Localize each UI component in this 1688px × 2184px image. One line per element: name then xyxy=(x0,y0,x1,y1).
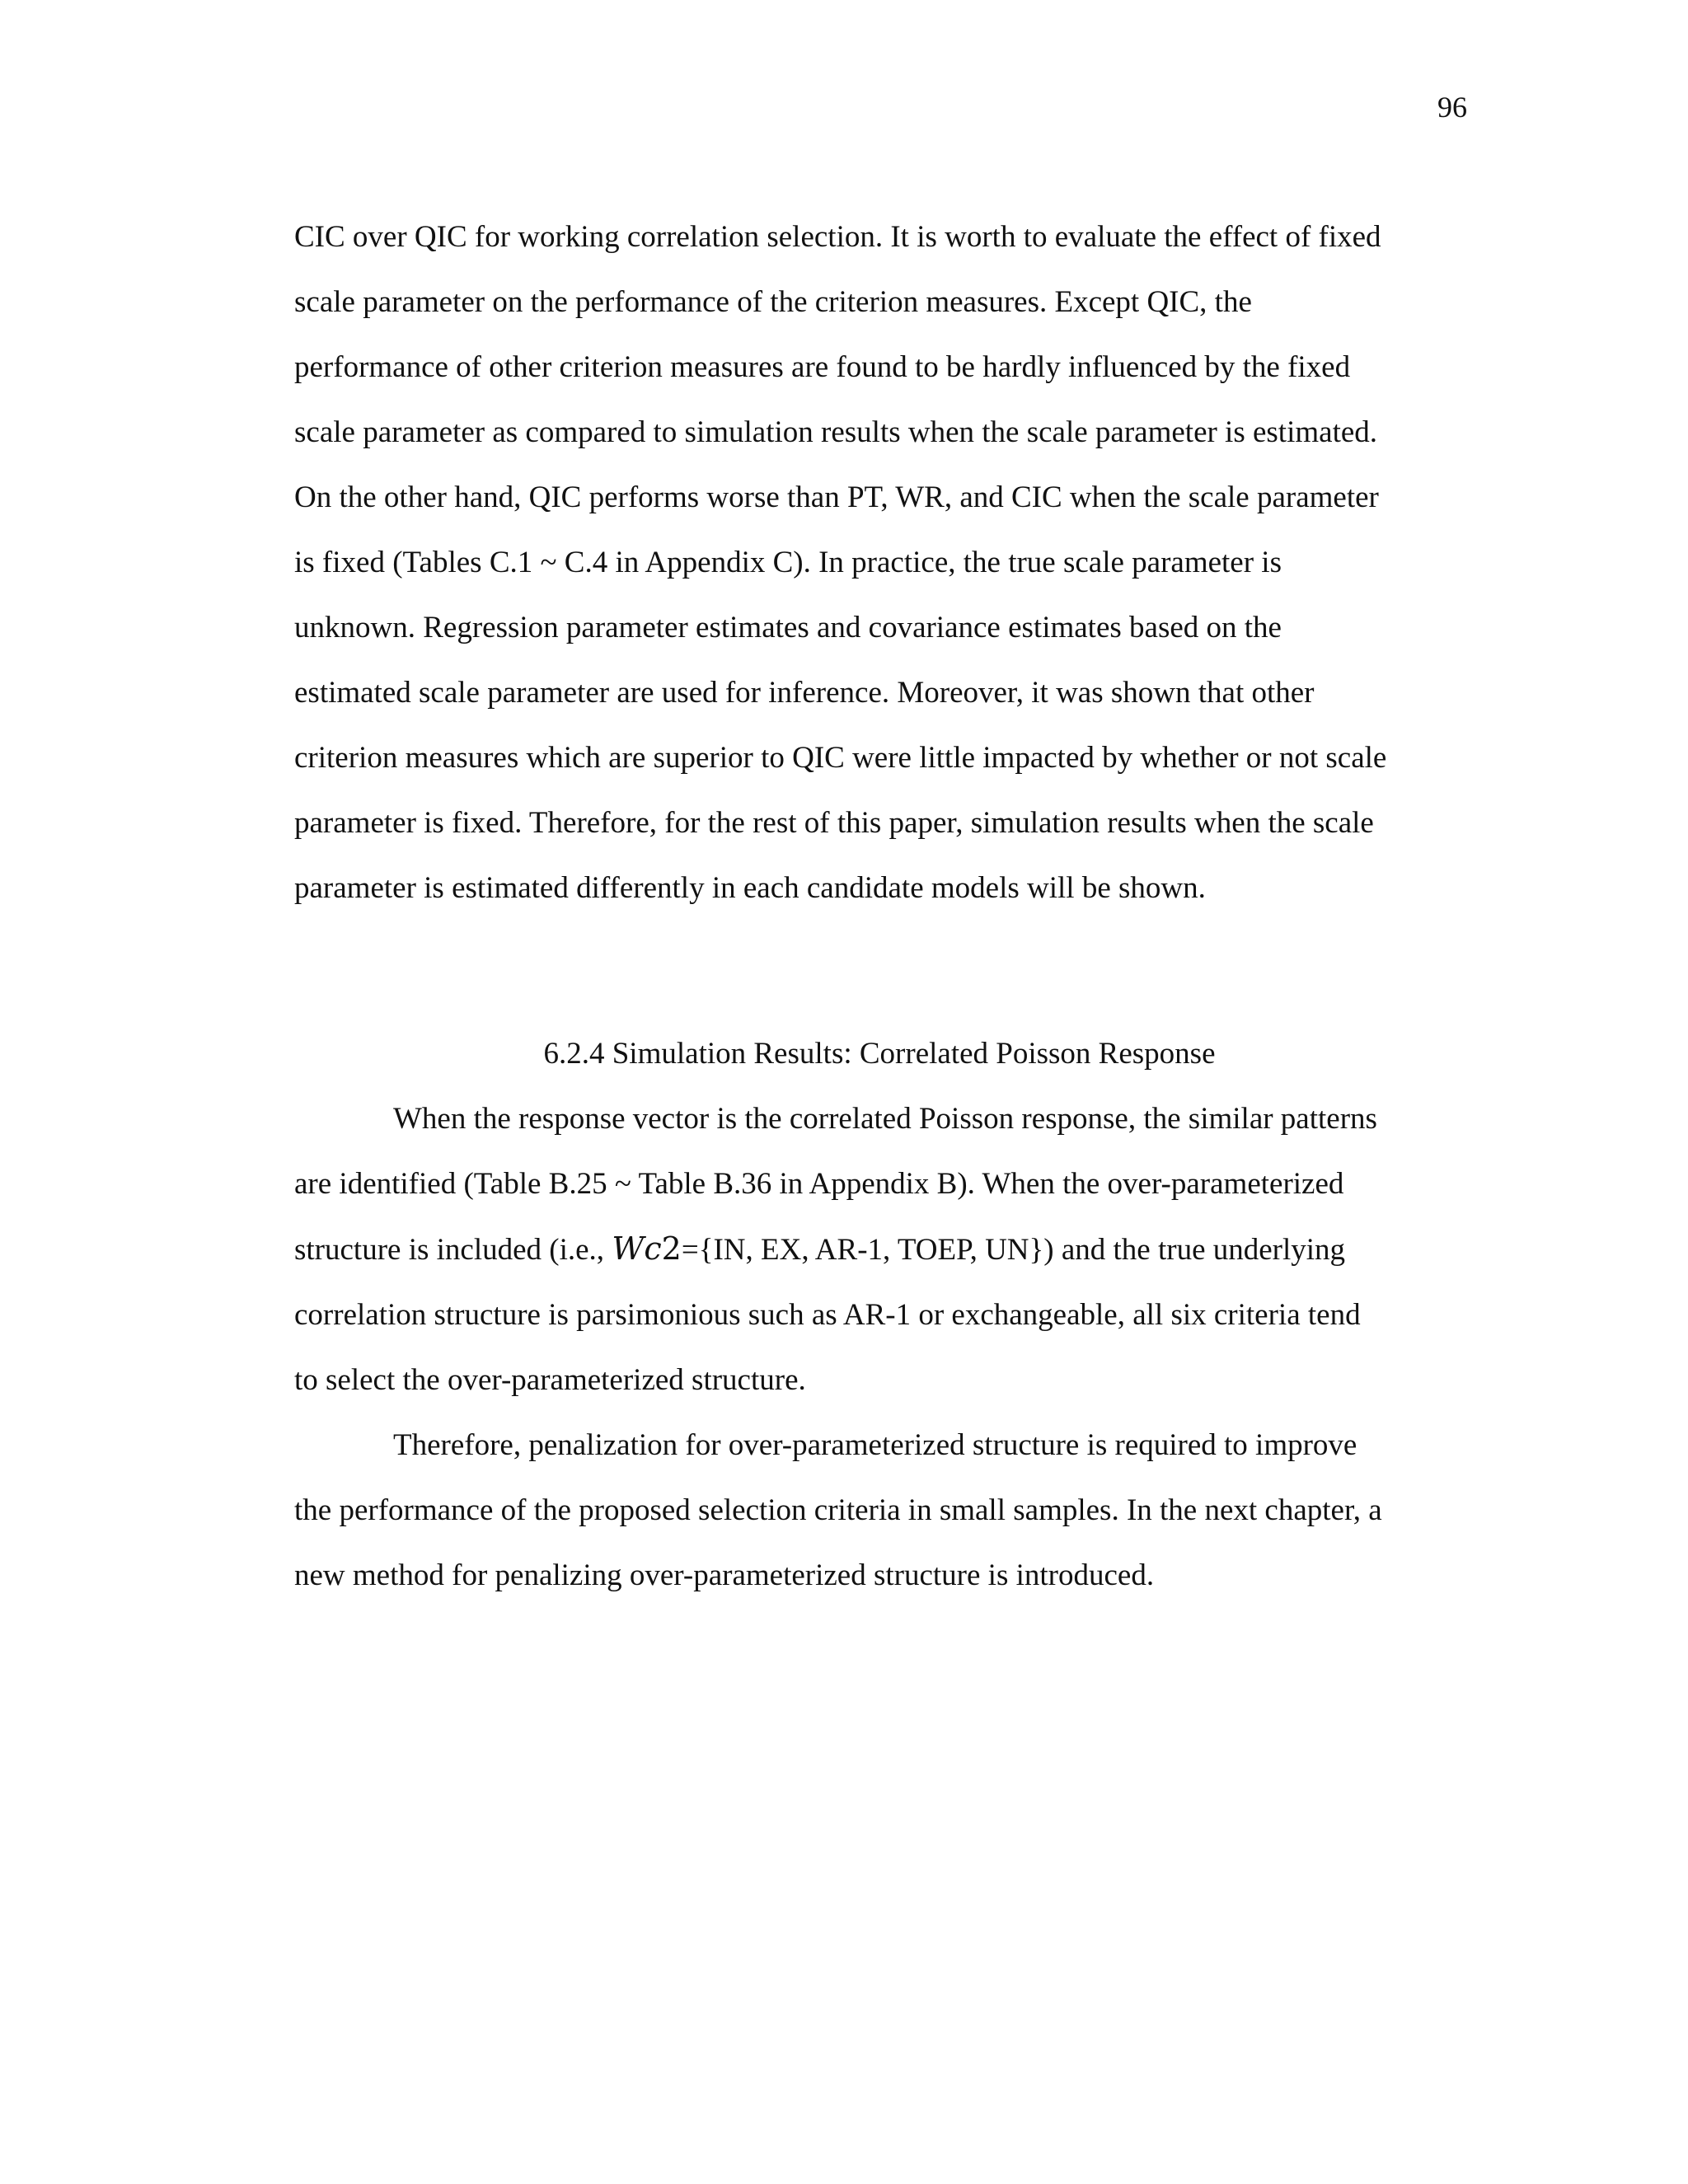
text-line: performance of other criterion measures are found to be hardly influenced by the fixed xyxy=(294,350,1351,384)
section-6-2-4 xyxy=(294,1021,1465,1608)
text-line: parameter is fixed. Therefore, for the rest of this paper, simulation results when the scale xyxy=(294,806,1374,840)
page-number: 96 xyxy=(1437,91,1467,124)
text-line: correlation structure is parsimonious such as AR-1 or exchangeable, all six criteria tend xyxy=(294,1298,1361,1332)
text-line: criterion measures which are superior to QIC were little impacted by whether or not scale xyxy=(294,741,1387,775)
text-line: unknown. Regression parameter estimates and covariance estimates based on the xyxy=(294,611,1282,644)
text-line: scale parameter on the performance of the criterion measures. Except QIC, the xyxy=(294,285,1252,319)
text-line: CIC over QIC for working correlation selection. It is worth to evaluate the effect of fixed xyxy=(294,220,1381,254)
text-line: new method for penalizing over-parameterized structure is introduced. xyxy=(294,1558,1155,1592)
math-number: 2 xyxy=(661,1230,682,1267)
section-heading: 6.2.4 Simulation Results: Correlated Poisson Response xyxy=(543,1037,1216,1071)
text-line: parameter is estimated differently in each candidate models will be shown. xyxy=(294,871,1206,905)
text-line: the performance of the proposed selection criteria in small samples. In the next chapter, a xyxy=(294,1493,1382,1527)
text-line: are identified (Table B.25 ~ Table B.36 in Appendix B). When the over-parameterized xyxy=(294,1167,1344,1201)
text-fragment: ={IN, EX, AR-1, TOEP, UN}) and the true underlying xyxy=(681,1233,1346,1267)
text-line: is fixed (Tables C.1 ~ C.4 in Appendix C). In practice, the true scale parameter is xyxy=(294,546,1282,579)
text-fragment: structure is included (i.e., xyxy=(294,1233,612,1267)
text-line: When the response vector is the correlated Poisson response, the similar patterns xyxy=(393,1102,1377,1136)
text-line-with-math xyxy=(294,1216,1465,1282)
text-line: estimated scale parameter are used for inference. Moreover, it was shown that other xyxy=(294,676,1315,710)
text-line: Therefore, penalization for over-parameterized structure is required to improve xyxy=(393,1428,1357,1462)
text-line: On the other hand, QIC performs worse than PT, WR, and CIC when the scale parameter xyxy=(294,480,1379,514)
paragraph-continuation xyxy=(294,204,1465,921)
math-variable: Wc xyxy=(612,1230,662,1267)
text-line: scale parameter as compared to simulation results when the scale parameter is estimated. xyxy=(294,415,1378,449)
text-line: to select the over-parameterized structure. xyxy=(294,1363,806,1397)
